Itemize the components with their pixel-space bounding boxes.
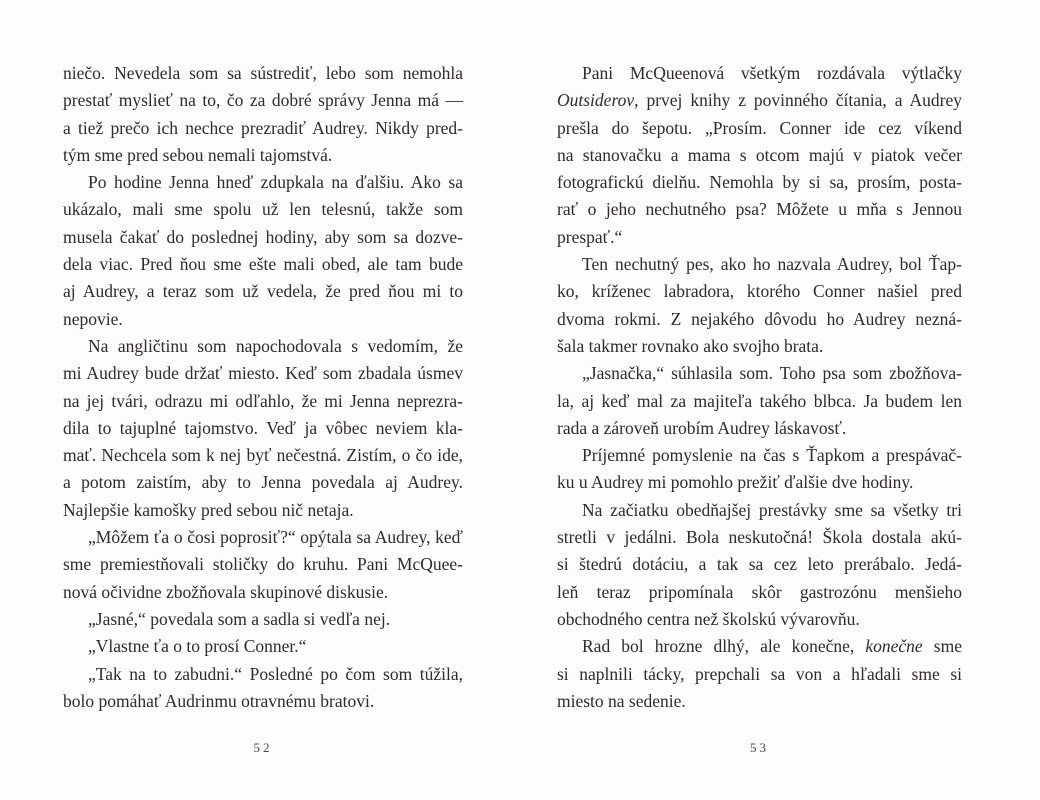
- text-run: si štedrú dotáciu, a tak sa cez leto prerábalo. Jedá-: [557, 554, 962, 575]
- page-left-text-column: [63, 60, 463, 715]
- text-line: [557, 469, 962, 496]
- text-run: prešla do šepotu. „Prosím. Conner ide cez víkend: [557, 117, 962, 138]
- text-run: leň teraz pripomínala skôr gastrozónu menšieho: [557, 581, 962, 602]
- text-run: si naplnili tácky, prepchali sa von a hľadali sme si: [557, 663, 962, 684]
- text-line: [63, 115, 463, 142]
- text-run: tým sme pred sebou nemali tajomstvá.: [63, 144, 333, 165]
- text-line: [63, 306, 463, 333]
- text-run: „Môžem ťa o čosi poprosiť?“ opýtala sa Audrey, keď: [88, 527, 463, 548]
- text-run: Rad bol hrozne dlhý, ale konečne,: [582, 636, 866, 657]
- text-line: [63, 633, 463, 660]
- text-line: [557, 115, 962, 142]
- text-run: „Tak na to zabudni.“ Posledné po čom som túžila,: [88, 663, 463, 684]
- text-run: na stanovačku a mama s otcom majú v piatok večer: [557, 144, 962, 165]
- text-run: obchodného centra než školskú vývarovňu.: [557, 608, 860, 629]
- text-run: mi Audrey bude držať miesto. Keď som zbadala úsmev: [63, 363, 463, 384]
- text-line: [63, 333, 463, 360]
- text-run: Po hodine Jenna hneď zdupkala na ďalšiu. Ako sa: [88, 172, 463, 193]
- text-run: dela viac. Pred ňou sme ešte mali obed, ale tam bude: [63, 254, 463, 275]
- text-line: [557, 497, 962, 524]
- text-run: „Jasné,“ povedala som a sadla si vedľa nej.: [88, 608, 391, 629]
- text-run: a tiež prečo ich nechce prezradiť Audrey. Nikdy pred-: [63, 117, 463, 138]
- text-line: [557, 388, 962, 415]
- text-line: [63, 606, 463, 633]
- text-line: [63, 551, 463, 578]
- text-line: [557, 633, 962, 660]
- text-run: stretli v jedálni. Bola neskutočná! Škola dostala akú-: [557, 527, 962, 548]
- text-line: [557, 306, 962, 333]
- text-line: [63, 469, 463, 496]
- text-run: dvoma rokmi. Z nejakého dôvodu ho Audrey nezná-: [557, 308, 962, 329]
- text-run: prestať myslieť na to, čo za dobré správy Jenna má —: [63, 90, 463, 111]
- text-run: nepovie.: [63, 308, 123, 329]
- text-line: [557, 606, 962, 633]
- text-run: Najlepšie kamošky pred sebou nič netaja.: [63, 499, 354, 520]
- text-line: [557, 579, 962, 606]
- text-line: [557, 415, 962, 442]
- text-line: [557, 551, 962, 578]
- text-run: Príjemné pomyslenie na čas s Ťapkom a prespávač-: [582, 445, 962, 466]
- text-run: Na angličtinu som napochodovala s vedomím, že: [88, 335, 463, 356]
- text-line: [557, 688, 962, 715]
- text-line: [557, 196, 962, 223]
- text-line: [557, 60, 962, 87]
- text-run: sme: [922, 636, 962, 657]
- text-run: mať. Nechcela som k nej byť nečestná. Zistím, o čo ide,: [63, 445, 463, 466]
- page-right-text-column: [557, 60, 962, 715]
- text-line: [63, 388, 463, 415]
- text-line: [63, 87, 463, 114]
- text-line: [63, 360, 463, 387]
- text-run: ku u Audrey mi pomohlo prežiť ďalšie dve hodiny.: [557, 472, 914, 493]
- text-line: [557, 333, 962, 360]
- text-line: [557, 278, 962, 305]
- page-number-right: 53: [750, 740, 769, 755]
- text-line: [63, 196, 463, 223]
- text-run: sme premiestňovali stoličky do kruhu. Pani McQuee-: [63, 554, 463, 575]
- text-run: bolo pomáhať Audrinmu otravnému bratovi.: [63, 690, 375, 711]
- text-run: ukázalo, mali sme spolu už len telesnú, takže som: [63, 199, 463, 220]
- text-line: [63, 688, 463, 715]
- text-run: „Jasnačka,“ súhlasila som. Toho psa som zbožňova-: [582, 363, 962, 384]
- text-line: [63, 661, 463, 688]
- page-number-left: 52: [253, 740, 273, 755]
- text-run: a potom zaistím, aby to Jenna povedala aj Audrey.: [63, 472, 463, 493]
- text-run: miesto na sedenie.: [557, 690, 686, 711]
- text-run: rať o jeho nechutného psa? Môžete u mňa s Jennou: [557, 199, 962, 220]
- text-run: la, aj keď mal za majiteľa takého blbca. Ja budem len: [557, 390, 962, 411]
- text-line: [557, 360, 962, 387]
- text-run: Ten nechutný pes, ako ho nazvala Audrey, bol Ťap-: [582, 254, 962, 275]
- text-run: aj Audrey, a teraz som už vedela, že pred ňou mi to: [63, 281, 463, 302]
- text-run: prespať.“: [557, 226, 623, 247]
- text-line: [63, 415, 463, 442]
- text-run: fotografickú dielňu. Nemohla by si sa, prosím, posta-: [557, 172, 962, 193]
- text-run: Na začiatku obedňajšej prestávky sme sa všetky tri: [582, 499, 962, 520]
- text-line: [557, 224, 962, 251]
- text-line: [63, 224, 463, 251]
- text-line: [557, 251, 962, 278]
- text-line: [557, 524, 962, 551]
- text-line: [63, 497, 463, 524]
- text-line: [557, 442, 962, 469]
- text-line: [557, 661, 962, 688]
- text-line: [557, 87, 962, 114]
- text-line: [63, 142, 463, 169]
- text-line: [63, 251, 463, 278]
- text-line: [63, 442, 463, 469]
- text-line: [63, 278, 463, 305]
- text-line: [63, 579, 463, 606]
- text-run: dila to tajuplné tajomstvo. Veď ja vôbec neviem kla-: [63, 417, 463, 438]
- italic-text: Outsiderov: [557, 90, 635, 111]
- text-run: , prvej knihy z povinného čítania, a Audrey: [634, 90, 962, 111]
- text-run: Pani McQueenová všetkým rozdávala výtlačky: [582, 63, 962, 83]
- text-run: niečo. Nevedela som sa sústrediť, lebo som nemohla: [63, 63, 463, 83]
- text-line: [557, 142, 962, 169]
- text-run: na jej tvári, odrazu mi odľahlo, že mi Jenna neprezra-: [63, 390, 463, 411]
- text-run: šala takmer rovnako ako svojho brata.: [557, 335, 824, 356]
- text-run: nová očividne zbožňovala skupinové diskusie.: [63, 581, 389, 602]
- text-line: [63, 169, 463, 196]
- text-run: ko, kríženec labradora, ktorého Conner našiel pred: [557, 281, 962, 302]
- italic-text: konečne: [865, 636, 923, 657]
- text-line: [557, 169, 962, 196]
- text-line: [63, 60, 463, 87]
- text-run: „Vlastne ťa o to prosí Conner.“: [88, 636, 307, 657]
- text-run: musela čakať do poslednej hodiny, aby som sa dozve-: [63, 226, 463, 247]
- text-run: rada a zároveň urobím Audrey láskavosť.: [557, 417, 847, 438]
- text-line: [63, 524, 463, 551]
